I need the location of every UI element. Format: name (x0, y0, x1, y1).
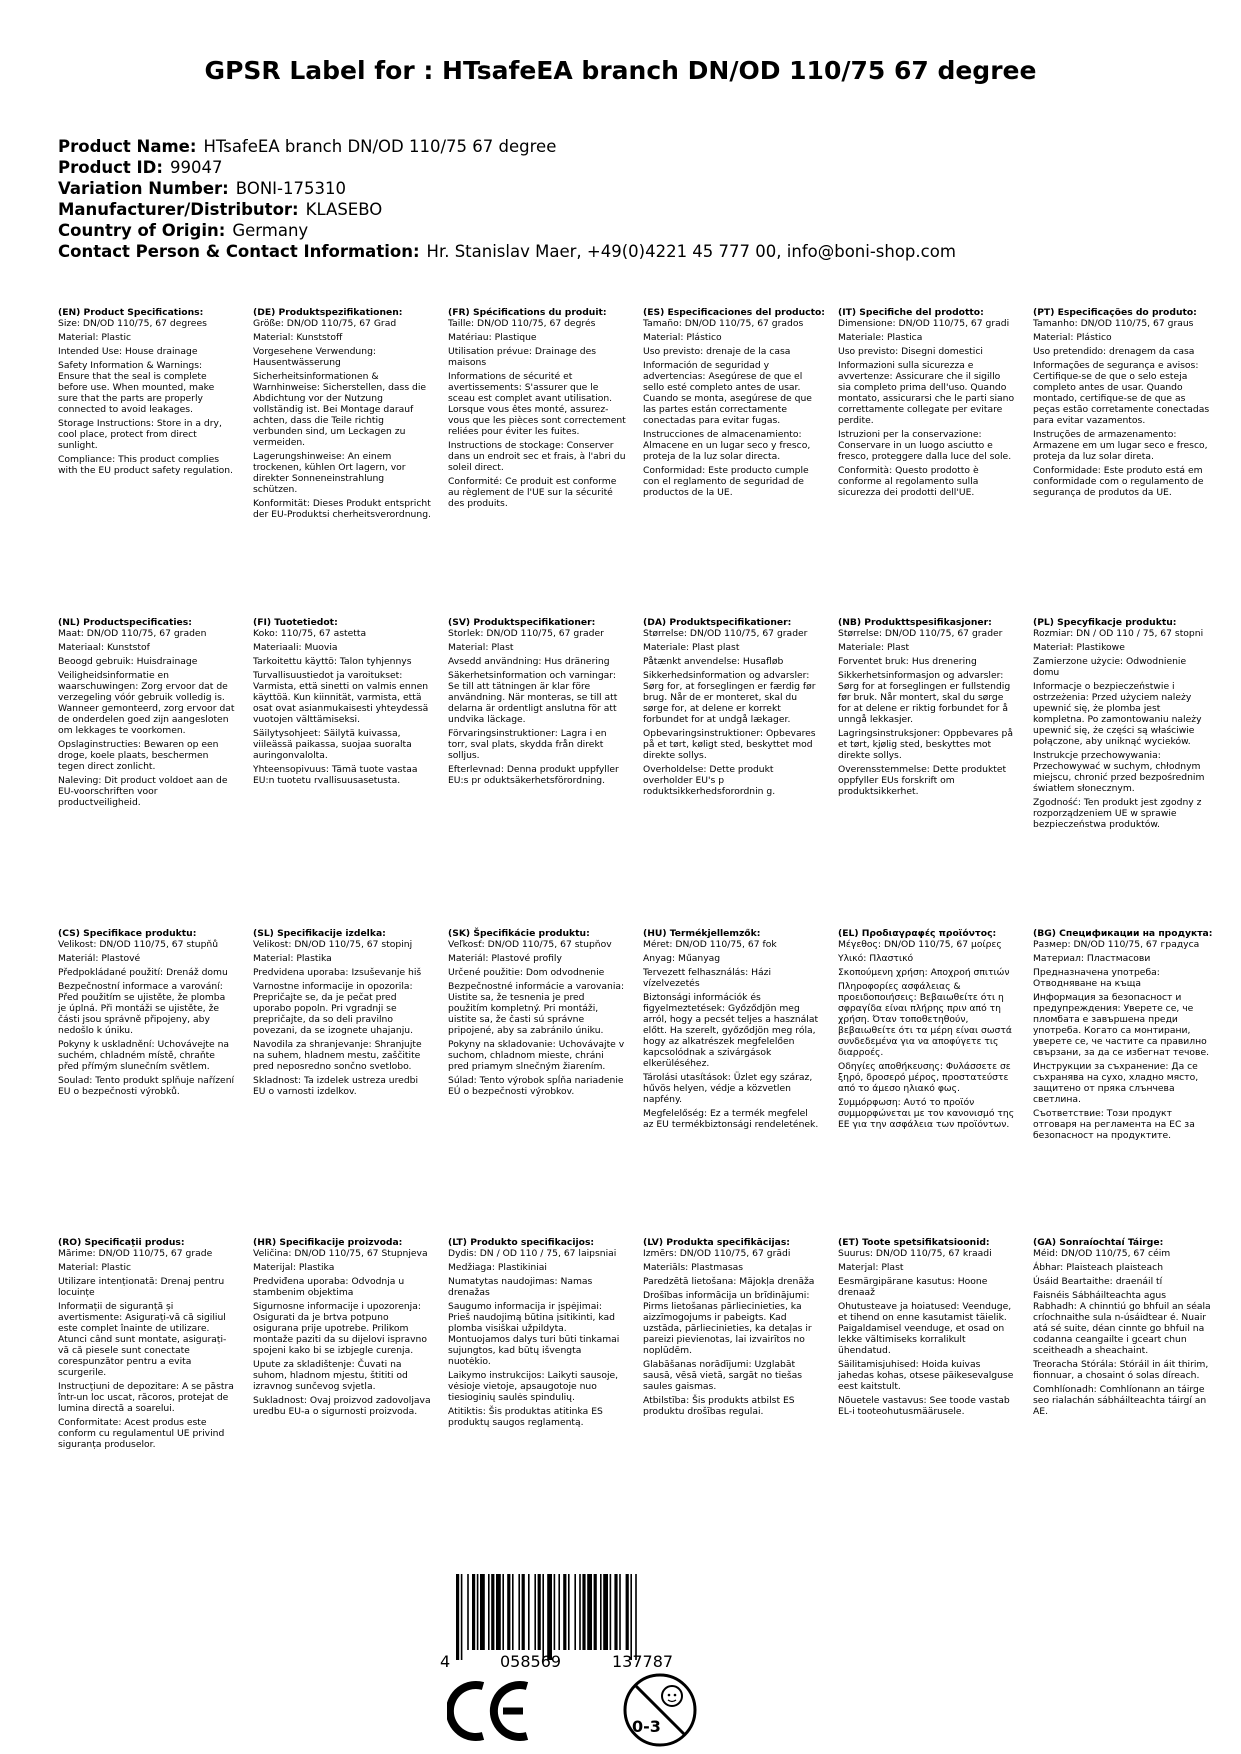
barcode-bar (568, 1574, 570, 1650)
spec-paragraph: Materiale: Plast plast (643, 642, 740, 653)
spec-section (838, 617, 1016, 797)
spec-paragraph: Konformität: Dieses Produkt entspricht der EU-Produktsi cherheitsverordnung. (253, 498, 431, 520)
barcode-bar (626, 1574, 629, 1650)
spec-paragraph: Sikkerhetsinformasjon og advarsler: Sørg for at forseglingen er fullstendig før bruk. Når montert, skal du sørge for at delene er riktig forbundet for å unngå lekkasjer. (838, 670, 1011, 725)
spec-paragraph: Uso previsto: Disegni domestici (838, 346, 983, 357)
spec-paragraph: Πληροφορίες ασφάλειας & προειδοποιήσεις: Βεβαιωθείτε ότι η σφραγίδα είναι πλήρης πριν από τη χρήση. Όταν τοποθετηθούν, βεβαιωθείτε ότι τα μέρη είναι σωστά συνδεδεμένα για να αποφύγετε τις διαρροές. (838, 981, 1012, 1058)
spec-paragraph: Materiaali: Muovia (253, 642, 338, 653)
spec-paragraph: Suurus: DN/OD 110/75, 67 kraadi (838, 1248, 992, 1259)
barcode-bar (488, 1574, 490, 1650)
spec-paragraph: Säilitamisjuhised: Hoida kuivas jahedas kohas, otsese päikesevalguse eest kaitstult. (838, 1359, 1014, 1392)
spec-paragraph: Tarkoitettu käyttö: Talon tyhjennys (253, 656, 412, 667)
barcode-bar (610, 1574, 612, 1650)
barcode-bar (534, 1574, 536, 1650)
spec-paragraph: Yhteensopivuus: Tämä tuote vastaa EU:n tuotetu rvallisuusasetusta. (253, 764, 418, 786)
spec-paragraph: Laikymo instrukcijos: Laikyti sausoje, vėsioje vietoje, apsaugotoje nuo tiesioginių saulės spindulių. (448, 1370, 619, 1403)
product-name-row (58, 136, 956, 157)
spec-paragraph: Σκοπούμενη χρήση: Αποχροή σπιτιών (838, 967, 1010, 978)
spec-paragraph: Информация за безопасност и предупреждения: Уверете се, че пломбата е завършена преди употреба. Когато са монтирани, уверете се, че частите са правилно свързани, за да се избегнат течове. (1033, 992, 1210, 1058)
spec-section (253, 1237, 431, 1417)
spec-section-header: (EL) Προδιαγραφές προϊόντος: (838, 928, 997, 939)
info-value: KLASEBO (305, 200, 383, 219)
barcode-bar (477, 1574, 479, 1650)
spec-paragraph: Conformité: Ce produit est conforme au règlement de l'UE sur la sécurité des produits. (448, 476, 617, 509)
spec-paragraph: Matériau: Plastique (448, 332, 537, 343)
spec-paragraph: Varnostne informacije in opozorila: Prepričajte se, da je pečat pred uporabo popoln. Pri vgradnji se prepričajte, da so deli pravilno povezani, da se izognete uhajanju. (253, 981, 414, 1036)
spec-section-header: (ES) Especificaciones del producto: (643, 307, 825, 318)
specifications-grid (58, 307, 1238, 1517)
spec-paragraph: Eesmärgipärane kasutus: Hoone drenaaž (838, 1276, 988, 1298)
spec-paragraph: Dimensione: DN/OD 110/75, 67 gradi (838, 318, 1010, 329)
spec-paragraph: Sikkerhedsinformation og advarsler: Sørg for, at forseglingen er færdig før brug. Når de er monteret, skal du sørge for, at delene er korrekt forbundet for at undgå lækager. (643, 670, 816, 725)
spec-paragraph: Megfelelőség: Ez a termék megfelel az EU termékbiztonsági rendeletének. (643, 1108, 819, 1130)
spec-paragraph: Skladnost: Ta izdelek ustreza uredbi EU o varnosti izdelkov. (253, 1075, 419, 1097)
spec-paragraph: Navodila za shranjevanje: Shranjujte na suhem, hladnem mestu, zaščitite pred neposredno sončno svetlobo. (253, 1039, 422, 1072)
barcode-digit: 4 (440, 1652, 451, 1671)
spec-paragraph: Úsáid Beartaithe: draenáil tí (1033, 1276, 1163, 1287)
spec-section (58, 617, 236, 808)
spec-paragraph: Instrukcje przechowywania: Przechowywać w suchym, chłodnym miejscu, chronić przed bezpośrednim światłem słonecznym. (1033, 750, 1205, 794)
info-label: Product ID: (58, 158, 163, 177)
spec-paragraph: Materiał: Plastikowe (1033, 642, 1125, 653)
barcode-bar (554, 1574, 556, 1650)
barcode-bar (467, 1574, 469, 1650)
spec-paragraph: Dydis: DN / OD 110 / 75, 67 laipsniai (448, 1248, 617, 1259)
spec-paragraph: Material: Plastika (253, 953, 332, 964)
barcode-bar (538, 1574, 541, 1650)
spec-paragraph: Overholdelse: Dette produkt overholder EU's p roduktsikkerhedsforordnin g. (643, 764, 776, 797)
page-title: GPSR Label for : HTsafeEA branch DN/OD 110/75 67 degree (204, 56, 1037, 85)
spec-paragraph: Efterlevnad: Denna produkt uppfyller EU:s pr oduktsäkerhetsförordning. (448, 764, 619, 786)
spec-section (838, 1237, 1016, 1417)
spec-section-header: (CS) Specifikace produktu: (58, 928, 197, 939)
spec-paragraph: Izmērs: DN/OD 110/75, 67 grādi (643, 1248, 791, 1259)
spec-paragraph: Съответствие: Този продукт отговаря на регламента на ЕС за безопасност на продуктите. (1033, 1108, 1195, 1141)
spec-paragraph: Biztonsági információk és figyelmeztetések: Győződjön meg arról, hogy a pecsét teljes a használat előtt. Ha szerelt, győződjön meg róla, hogy az alkatrészek megfelelően kapcsolódnak a szivárgások elkerüléséhez. (643, 992, 819, 1069)
spec-paragraph: Materjal: Plast (838, 1262, 904, 1273)
spec-paragraph: Materiale: Plast (838, 642, 910, 653)
spec-paragraph: Pokyny na skladovanie: Uchovávajte v suchom, chladnom mieste, chráni pred priamym slnečným žiarením. (448, 1039, 625, 1072)
spec-section-header: (SV) Produktspecifikationer: (448, 617, 596, 628)
spec-paragraph: Rozmiar: DN / OD 110 / 75, 67 stopni (1033, 628, 1204, 639)
spec-paragraph: Предназначена употреба: Отводняване на къща (1033, 967, 1160, 989)
barcode-bar (574, 1574, 576, 1650)
spec-paragraph: Tervezett felhasználás: Házi vízelvezetés (643, 967, 772, 989)
barcode-bar (563, 1574, 566, 1650)
spec-section (253, 928, 431, 1097)
spec-paragraph: Uso pretendido: drenagem da casa (1033, 346, 1195, 357)
spec-section-header: (LV) Produkta specifikācijas: (643, 1237, 790, 1248)
spec-paragraph: Størrelse: DN/OD 110/75, 67 grader (643, 628, 808, 639)
spec-paragraph: Materiaal: Kunststof (58, 642, 150, 653)
spec-section-header: (SK) Špecifikácie produktu: (448, 928, 590, 939)
spec-paragraph: Lagringsinstruksjoner: Oppbevares på et tørt, kjølig sted, beskyttes mot direkte sollys. (838, 728, 1013, 761)
spec-paragraph: Intended Use: House drainage (58, 346, 198, 357)
spec-paragraph: Faisnéis Sábháilteachta agus Rabhadh: A chinntiú go bhfuil an séala críochnaithe sula n-úsáidtear é. Nuair atá sé suite, déan cinnte go bhfuil na codanna ceangailte i gceart chun sceitheadh a sheachaint. (1033, 1290, 1211, 1356)
spec-section (448, 928, 626, 1097)
spec-paragraph: Materijal: Plastika (253, 1262, 335, 1273)
spec-paragraph: Storlek: DN/OD 110/75, 67 grader (448, 628, 604, 639)
spec-paragraph: Conformità: Questo prodotto è conforme al regolamento sulla sicurezza dei prodotti dell'UE. (838, 465, 979, 498)
info-value: HTsafeEA branch DN/OD 110/75 67 degree (203, 137, 557, 156)
spec-paragraph: Naleving: Dit product voldoet aan de EU-voorschriften voor productveiligheid. (58, 775, 228, 808)
spec-paragraph: Ohutusteave ja hoiatused: Veenduge, et tihend on enne kasutamist täielik. Paigaldamisel veenduge, et osad on lekke vältimiseks korralikult ühendatud. (838, 1301, 1012, 1356)
spec-section (1033, 1237, 1211, 1417)
spec-paragraph: Material: Plastic (58, 332, 132, 343)
spec-paragraph: Bezpečnostní informace a varování: Před použitím se ujistěte, že plomba je úplná. Při montáži se ujistěte, že části jsou správně připojeny, aby nedošlo k úniku. (58, 981, 226, 1036)
spec-paragraph: Compliance: This product complies with the EU product safety regulation. (58, 454, 233, 476)
spec-paragraph: Velikost: DN/OD 110/75, 67 stupňů (58, 939, 219, 950)
variation-number-row (58, 178, 956, 199)
spec-paragraph: Numatytas naudojimas: Namas drenažas (448, 1276, 593, 1298)
barcode-bar (582, 1574, 585, 1650)
info-value: 99047 (169, 158, 223, 177)
spec-paragraph: Vorgesehene Verwendung: Hausentwässerung (253, 346, 376, 368)
spec-section (448, 617, 626, 786)
no-children-0-3-icon (622, 1672, 698, 1748)
spec-paragraph: Påtænkt anvendelse: Husafløb (643, 656, 784, 667)
barcode-bar (507, 1574, 510, 1650)
barcode-bar (502, 1574, 504, 1650)
spec-section (643, 928, 821, 1130)
spec-section-header: (RO) Specificații produs: (58, 1237, 185, 1248)
barcode-bar (614, 1574, 617, 1650)
spec-paragraph: Forventet bruk: Hus drenering (838, 656, 977, 667)
spec-paragraph: Velikost: DN/OD 110/75, 67 stopinj (253, 939, 413, 950)
spec-paragraph: Размер: DN/OD 110/75, 67 градуса (1033, 939, 1200, 950)
barcode-bar (603, 1574, 608, 1650)
age-warning-text: 0-3 (632, 1717, 661, 1736)
spec-paragraph: Overensstemmelse: Dette produktet oppfyller EUs forskrift om produktsikkerhet. (838, 764, 1007, 797)
spec-paragraph: Opslaginstructies: Bewaren op een droge, koele plaats, beschermen tegen direct zonlicht. (58, 739, 219, 772)
spec-section-header: (FR) Spécifications du produit: (448, 307, 607, 318)
product-info (58, 136, 956, 262)
spec-paragraph: Materiāls: Plastmasas (643, 1262, 744, 1273)
spec-section (253, 617, 431, 786)
spec-paragraph: Sicherheitsinformationen & Warnhinweise: Sicherstellen, dass die Abdichtung vor der Nutzung vollständig ist. Bei Montage darauf achten, dass die Teile richtig verbunden sind, um Leckagen zu vermeiden. (253, 371, 427, 448)
spec-section-header: (NL) Productspecificaties: (58, 617, 192, 628)
spec-paragraph: Материал: Пластмасови (1033, 953, 1151, 964)
spec-paragraph: Sigurnosne informacije i upozorenja: Osigurati da je brtva potpuno osigurana prije upotrebe. Prilikom montaže paziti da su dijelovi ispravno spojeni kako bi se izbjegle curenja. (253, 1301, 427, 1356)
spec-paragraph: Comhlíonadh: Comhlíonann an táirge seo rialachán sábháilteachta táirgí an AE. (1033, 1384, 1207, 1417)
spec-paragraph: Saugumo informacija ir įspėjimai: Prieš naudojimą būtina įsitikinti, kad plomba visiškai užpildyta. Montuojamos dalys turi būti tinkamai sujungtos, kad būtų išvengta nuotėkio. (448, 1301, 620, 1367)
country-of-origin-row (58, 220, 956, 241)
spec-paragraph: Säilytysohjeet: Säilytä kuivassa, viileässä paikassa, suojaa suoralta auringonvalolta. (253, 728, 412, 761)
spec-paragraph: Συμμόρφωση: Αυτό το προϊόν συμμορφώνεται με τον κανονισμό της ΕΕ για την ασφάλεια των προϊόντων. (838, 1097, 1015, 1130)
spec-paragraph: Informacje o bezpieczeństwie i ostrzeżenia: Przed użyciem należy upewnić się, że plomba jest kompletna. Po zamontowaniu należy upewnić się, że części są właściwie połączone, aby uniknąć wycieków. (1033, 681, 1202, 747)
spec-paragraph: Safety Information & Warnings: Ensure that the seal is complete before use. When mounted, make sure that the parts are properly connected to avoid leakages. (58, 360, 215, 415)
info-value: BONI-175310 (235, 179, 346, 198)
spec-paragraph: Säkerhetsinformation och varningar: Se till att tätningen är klar före användning. När monteras, se till att delarna är ordentligt anslutna för att undvika läckage. (448, 670, 618, 725)
spec-paragraph: Soulad: Tento produkt splňuje nařízení EU o bezpečnosti výrobků. (58, 1075, 235, 1097)
spec-paragraph: Instrucțiuni de depozitare: A se păstra într-un loc uscat, răcoros, protejat de lumina directă a soarelui. (58, 1381, 234, 1414)
spec-section (253, 307, 431, 520)
barcode-bar (480, 1574, 485, 1650)
spec-paragraph: Material: Plastic (58, 1262, 132, 1273)
spec-paragraph: Material: Kunststoff (253, 332, 343, 343)
ce-mark-icon (447, 1680, 533, 1742)
spec-section-header: (FI) Tuotetiedot: (253, 617, 338, 628)
spec-paragraph: Paredzētā lietošana: Mājokļa drenāža (643, 1276, 815, 1287)
spec-paragraph: Material: Plástico (643, 332, 722, 343)
spec-paragraph: Súlad: Tento výrobok spĺňa nariadenie EÚ o bezpečnosti výrobkov. (448, 1075, 624, 1097)
spec-paragraph: Predviđena uporaba: Odvodnja u stambenim objektima (253, 1276, 405, 1298)
spec-paragraph: Avsedd användning: Hus dränering (448, 656, 610, 667)
spec-section-header: (SL) Specifikacije izdelka: (253, 928, 386, 939)
spec-paragraph: Beoogd gebruik: Huisdrainage (58, 656, 198, 667)
info-label: Contact Person & Contact Information: (58, 242, 420, 261)
barcode-bar (547, 1574, 552, 1660)
barcode-bar (528, 1574, 530, 1650)
barcode-bar (512, 1574, 514, 1650)
spec-paragraph: Instruções de armazenamento: Armazene em um lugar seco e fresco, proteja da luz solar direta. (1033, 429, 1208, 462)
spec-paragraph: Turvallisuustiedot ja varoitukset: Varmista, että sinetti on valmis ennen käyttöä. Kun kiinnität, varmista, että osat ovat asianmukaisesti yhteydessä vuotojen välttämiseksi. (253, 670, 429, 725)
spec-paragraph: Atitiktis: Šis produktas atitinka ES produktų saugos reglamentą. (448, 1406, 603, 1428)
spec-paragraph: Förvaringsinstruktioner: Lagra i en torr, sval plats, skydda från direkt solljus. (448, 728, 607, 761)
info-label: Country of Origin: (58, 221, 226, 240)
spec-section (643, 1237, 821, 1417)
spec-paragraph: Maat: DN/OD 110/75, 67 graden (58, 628, 207, 639)
barcode-bar (587, 1574, 592, 1650)
spec-paragraph: Tárolási utasítások: Üzlet egy száraz, hűvös helyen, védje a közvetlen napfény. (643, 1072, 813, 1105)
barcode-bar (558, 1574, 560, 1650)
spec-paragraph: Tamaño: DN/OD 110/75, 67 grados (643, 318, 804, 329)
barcode-bar (600, 1574, 602, 1650)
spec-paragraph: Sukladnost: Ovaj proizvod zadovoljava uredbu EU-a o sigurnosti proizvoda. (253, 1395, 431, 1417)
spec-paragraph: Taille: DN/OD 110/75, 67 degrés (448, 318, 596, 329)
spec-paragraph: Инструкции за съхранение: Да се съхранява на сухо, хладно място, защитено от пряка слънчева светлина. (1033, 1061, 1199, 1105)
spec-paragraph: Μέγεθος: DN/OD 110/75, 67 μοίρες (838, 939, 1002, 950)
barcode-bar (472, 1574, 475, 1650)
info-label: Manufacturer/Distributor: (58, 200, 299, 219)
spec-paragraph: Nõuetele vastavus: See toode vastab EL-i tooteohutusmäärusele. (838, 1395, 1010, 1417)
spec-section-header: (BG) Спецификации на продукта: (1033, 928, 1213, 939)
barcode-bars (456, 1574, 637, 1660)
spec-paragraph: Größe: DN/OD 110/75, 67 Grad (253, 318, 397, 329)
spec-section-header: (NB) Produkttspesifikasjoner: (838, 617, 992, 628)
spec-paragraph: Conformidade: Este produto está em conformidade com o regulamento de segurança de produtos da UE. (1033, 465, 1204, 498)
info-label: Product Name: (58, 137, 197, 156)
barcode-bar (619, 1574, 621, 1650)
spec-section-header: (PL) Specyfikacje produktu: (1033, 617, 1177, 628)
spec-paragraph: Zamierzone użycie: Odwodnienie domu (1033, 656, 1187, 678)
spec-section-header: (DA) Produktspecifikationer: (643, 617, 792, 628)
spec-paragraph: Material: Plástico (1033, 332, 1112, 343)
spec-section (1033, 928, 1211, 1141)
spec-paragraph: Tamanho: DN/OD 110/75, 67 graus (1033, 318, 1194, 329)
spec-paragraph: Pokyny k uskladnění: Uchovávejte na suchém, chladném místě, chraňte před přímým slunečním světlem. (58, 1039, 230, 1072)
spec-section (448, 307, 626, 509)
spec-paragraph: Οδηγίες αποθήκευσης: Φυλάσσετε σε ξηρό, δροσερό μέρος, προστατεύστε από το άμεσο ηλιακό φως. (838, 1061, 1011, 1094)
spec-paragraph: Utilizare intenționată: Drenaj pentru locuințe (58, 1276, 225, 1298)
spec-section (838, 928, 1016, 1130)
spec-paragraph: Utilisation prévue: Drainage des maisons (448, 346, 597, 368)
info-value: Hr. Stanislav Maer, +49(0)4221 45 777 00, info@boni-shop.com (426, 242, 956, 261)
spec-section (448, 1237, 626, 1428)
spec-section (643, 307, 825, 498)
manufacturer-row (58, 199, 956, 220)
spec-section (58, 928, 236, 1097)
spec-paragraph: Anyag: Műanyag (643, 953, 721, 964)
barcode-bar (456, 1574, 459, 1660)
spec-paragraph: Glabāšanas norādījumi: Uzglabāt sausā, vēsā vietā, sargāt no tiešas saules gaismas. (643, 1359, 803, 1392)
spec-section (1033, 307, 1211, 498)
spec-paragraph: Atbilstība: Šis produkts atbilst ES produktu drošības regulai. (643, 1395, 795, 1417)
barcode-bar (522, 1574, 525, 1650)
spec-paragraph: Informações de segurança e avisos: Certifique-se de que o selo esteja completo antes de usar. Quando montado, certifique-se de que as peças estão corretamente conectadas para evitar vazamentos. (1033, 360, 1210, 426)
spec-paragraph: Størrelse: DN/OD 110/75, 67 grader (838, 628, 1003, 639)
spec-section-header: (GA) Sonraíochtaí Táirge: (1033, 1237, 1164, 1248)
spec-paragraph: Size: DN/OD 110/75, 67 degrees (58, 318, 207, 329)
spec-paragraph: Medžiaga: Plastikiniai (448, 1262, 547, 1273)
spec-paragraph: Informations de sécurité et avertissements: S'assurer que le sceau est complet avant utilisation. Lorsque vous êtes monté, assurez-vous que les pièces sont correctement reliées pour éviter les fuites. (448, 371, 626, 437)
barcode-bar (496, 1574, 501, 1650)
spec-section-header: (PT) Especificações do produto: (1033, 307, 1197, 318)
spec-section (58, 1237, 236, 1450)
spec-paragraph: Veličina: DN/OD 110/75, 67 Stupnjeva (253, 1248, 428, 1259)
spec-section-header: (DE) Produktspezifikationen: (253, 307, 403, 318)
spec-paragraph: Lagerungshinweise: An einem trockenen, kühlen Ort lagern, vor direkter Sonneneinstrahlung schützen. (253, 451, 406, 495)
spec-section (643, 617, 821, 797)
spec-paragraph: Bezpečnostné informácie a varovania: Uistite sa, že tesnenia je pred použitím kompletný. Pri montáži, uistite sa, že časti sú správne pripojené, aby sa zabránilo úniku. (448, 981, 625, 1036)
spec-section (1033, 617, 1211, 830)
spec-paragraph: Información de seguridad y advertencias: Asegúrese de que el sello esté completo antes de usar. Cuando se monta, asegúrese de que las partes están correctamente conectadas para evitar fugas. (643, 360, 812, 426)
spec-paragraph: Drošības informācija un brīdinājumi: Pirms lietošanas pārliecinieties, ka aizzīmogojums ir pabeigts. Kad uzstāda, pārliecinieties, ka detaļas ir pareizi pievienotas, lai izvairītos no noplūdēm. (643, 1290, 812, 1356)
spec-paragraph: Zgodność: Ten produkt jest zgodny z rozporządzeniem UE w sprawie bezpieczeństwa produktów. (1033, 797, 1202, 830)
spec-section-header: (IT) Specifiche del prodotto: (838, 307, 984, 318)
spec-paragraph: Conformitate: Acest produs este conform cu regulamentul UE privind siguranța produselor. (58, 1417, 225, 1450)
spec-paragraph: Informazioni sulla sicurezza e avvertenze: Assicurare che il sigillo sia completo prima dell'uso. Quando montato, assicurarsi che le parti siano correttamente collegate per evitare perdite. (838, 360, 1015, 426)
spec-section-header: (LT) Produkto specifikacijos: (448, 1237, 595, 1248)
barcode-digits-left: 058569 (500, 1652, 562, 1671)
barcode-bar (461, 1574, 463, 1660)
spec-paragraph: Uso previsto: drenaje de la casa (643, 346, 791, 357)
spec-paragraph: Istruzioni per la conservazione: Conservare in un luogo asciutto e fresco, proteggere dalla luce del sole. (838, 429, 1012, 462)
spec-section-header: (HU) Termékjellemzők: (643, 928, 761, 939)
spec-paragraph: Veiligheidsinformatie en waarschuwingen: Zorg ervoor dat de verzegeling vóór gebruik volledig is. Wanneer gemonteerd, zorg ervoor dat de onderdelen goed zijn aangesloten om lekkages te voorkomen. (58, 670, 235, 736)
spec-paragraph: Treoracha Stórála: Stóráil in áit thirim, fionnuar, a chosaint ó solas díreach. (1033, 1359, 1209, 1381)
info-value: Germany (232, 221, 309, 240)
spec-paragraph: Instructions de stockage: Conserver dans un endroit sec et frais, à l'abri du soleil direct. (448, 440, 626, 473)
product-id-row (58, 157, 956, 178)
barcode-bar (518, 1574, 520, 1650)
spec-paragraph: Storage Instructions: Store in a dry, cool place, protect from direct sunlight. (58, 418, 222, 451)
info-label: Variation Number: (58, 179, 229, 198)
barcode-bar (542, 1574, 544, 1660)
spec-paragraph: Určené použitie: Dom odvodnenie (448, 967, 605, 978)
spec-paragraph: Predvidena uporaba: Izsuševanje hiš (253, 967, 422, 978)
barcode-bar (579, 1574, 581, 1650)
ean-barcode (434, 1572, 714, 1672)
spec-section-header: (HR) Specifikacije proizvoda: (253, 1237, 403, 1248)
spec-paragraph: Conformidad: Este producto cumple con el reglamento de seguridad de productos de la UE. (643, 465, 809, 498)
spec-paragraph: Materiál: Plastové profily (448, 953, 562, 964)
spec-paragraph: Opbevaringsinstruktioner: Opbevares på et tørt, køligt sted, beskyttet mod direkte sollys. (643, 728, 816, 761)
spec-paragraph: Instrucciones de almacenamiento: Almacene en un lugar seco y fresco, proteja de la luz solar directa. (643, 429, 811, 462)
spec-paragraph: Material: Plast (448, 642, 514, 653)
barcode-digits-right: 137787 (612, 1652, 674, 1671)
barcode-bar (635, 1574, 637, 1660)
spec-paragraph: Veľkosť: DN/OD 110/75, 67 stupňov (448, 939, 612, 950)
spec-paragraph: Informații de siguranță și avertismente: Asigurați-vă că sigiliul este complet înainte de utilizare. Atunci când sunt montate, asigurați-vă că piesele sunt conectate corespunzător pentru a evita scurgerile. (58, 1301, 227, 1378)
spec-section (58, 307, 236, 476)
barcode-bar (630, 1574, 632, 1660)
spec-section-header: (EN) Product Specifications: (58, 307, 204, 318)
spec-paragraph: Méid: DN/OD 110/75, 67 céim (1033, 1248, 1171, 1259)
spec-paragraph: Upute za skladištenje: Čuvati na suhom, hladnom mjestu, štititi od izravnog sunčevog svjetla. (253, 1359, 408, 1392)
barcode-bar (594, 1574, 597, 1650)
spec-paragraph: Materiale: Plastica (838, 332, 923, 343)
spec-paragraph: Předpokládané použití: Drenáž domu (58, 967, 228, 978)
spec-section-header: (ET) Toote spetsifikatsioonid: (838, 1237, 990, 1248)
spec-section (838, 307, 1016, 498)
spec-paragraph: Méret: DN/OD 110/75, 67 fok (643, 939, 777, 950)
spec-paragraph: Materiál: Plastové (58, 953, 141, 964)
spec-paragraph: Mărime: DN/OD 110/75, 67 grade (58, 1248, 213, 1259)
contact-row (58, 241, 956, 262)
spec-paragraph: Υλικό: Πλαστικό (838, 953, 914, 964)
spec-paragraph: Koko: 110/75, 67 astetta (253, 628, 367, 639)
barcode-bar (491, 1574, 494, 1650)
spec-paragraph: Ábhar: Plaisteach plaisteach (1033, 1262, 1164, 1273)
